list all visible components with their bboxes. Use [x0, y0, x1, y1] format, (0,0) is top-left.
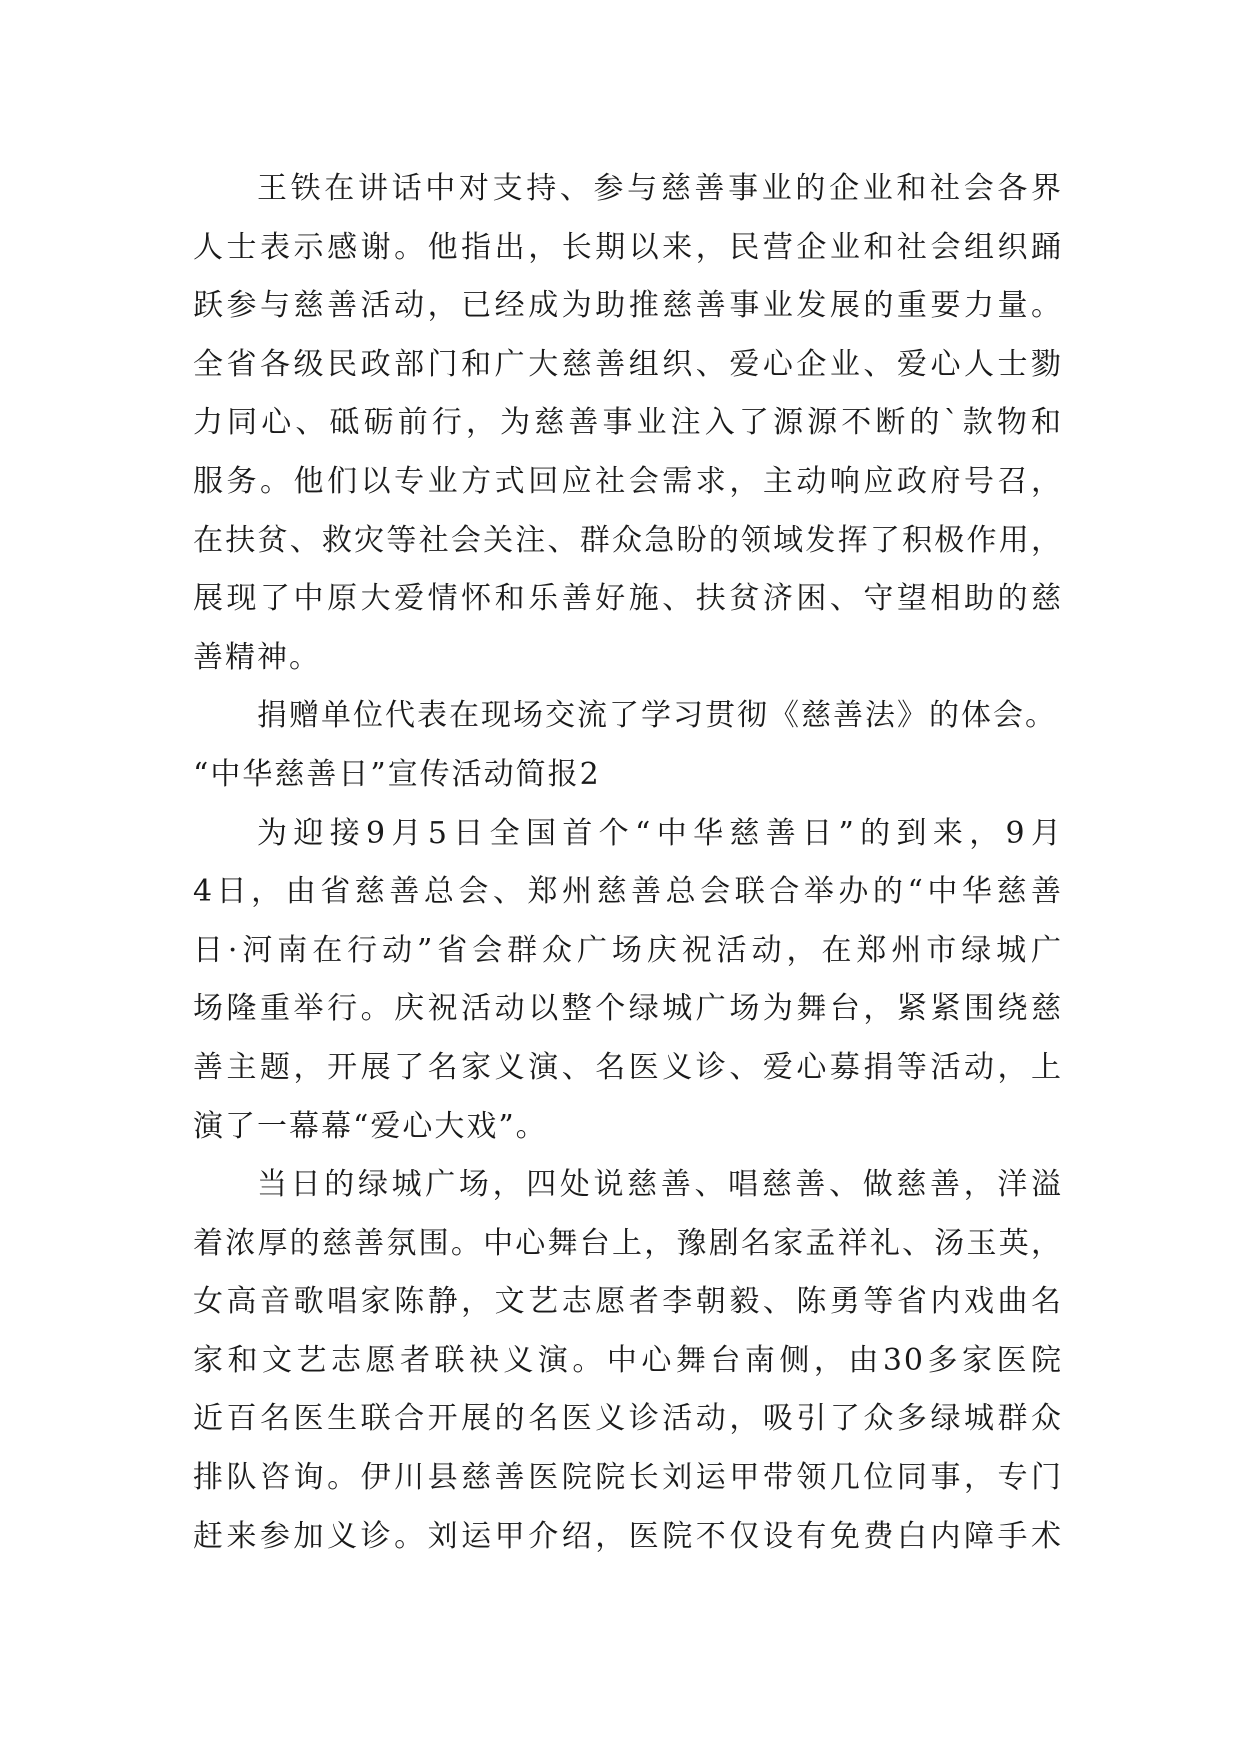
text-line: 为迎接9月5日全国首个“中华慈善日”的到来，9月	[257, 815, 1063, 851]
text-line: 近百名医生联合开展的名医义诊活动，吸引了众多绿城群众	[193, 1401, 1063, 1437]
text-line: 全省各级民政部门和广大慈善组织、爱心企业、爱心人士勠	[193, 346, 1063, 382]
text-line: 家和文艺志愿者联袂义演。中心舞台南侧，由30多家医院	[193, 1342, 1063, 1378]
text-line: 场隆重举行。庆祝活动以整个绿城广场为舞台，紧紧围绕慈	[193, 991, 1063, 1027]
text-line: 女高音歌唱家陈静，文艺志愿者李朝毅、陈勇等省内戏曲名	[193, 1284, 1063, 1320]
text-line: “中华慈善日”宣传活动简报2	[193, 756, 601, 792]
text-line: 在扶贫、救灾等社会关注、群众急盼的领域发挥了积极作用，	[193, 522, 1063, 558]
text-line: 赶来参加义诊。刘运甲介绍，医院不仅设有免费白内障手术	[193, 1518, 1063, 1554]
text-line: 着浓厚的慈善氛围。中心舞台上，豫剧名家孟祥礼、汤玉英，	[193, 1225, 1063, 1261]
text-line: 日·河南在行动”省会群众广场庆祝活动，在郑州市绿城广	[193, 932, 1063, 968]
text-line: 捐赠单位代表在现场交流了学习贯彻《慈善法》的体会。	[257, 698, 1057, 734]
text-line: 人士表示感谢。他指出，长期以来，民营企业和社会组织踊	[193, 229, 1063, 265]
text-line: 4日，由省慈善总会、郑州慈善总会联合举办的“中华慈善	[193, 874, 1063, 910]
document-body	[193, 160, 1063, 1566]
text-line: 善主题，开展了名家义演、名医义诊、爱心募捐等活动，上	[193, 1049, 1063, 1085]
text-line: 善精神。	[193, 639, 321, 675]
text-line: 展现了中原大爱情怀和乐善好施、扶贫济困、守望相助的慈	[193, 581, 1063, 617]
text-line: 服务。他们以专业方式回应社会需求，主动响应政府号召，	[193, 463, 1063, 499]
text-line: 当日的绿城广场，四处说慈善、唱慈善、做慈善，洋溢	[257, 1167, 1063, 1203]
text-line: 演了一幕幕“爱心大戏”。	[193, 1108, 548, 1144]
text-line: 王铁在讲话中对支持、参与慈善事业的企业和社会各界	[257, 171, 1063, 206]
text-line: 力同心、砥砺前行，为慈善事业注入了源源不断的`款物和	[193, 405, 1063, 441]
text-line: 排队咨询。伊川县慈善医院院长刘运甲带领几位同事，专门	[193, 1460, 1063, 1496]
text-line: 跃参与慈善活动，已经成为助推慈善事业发展的重要力量。	[193, 288, 1063, 324]
